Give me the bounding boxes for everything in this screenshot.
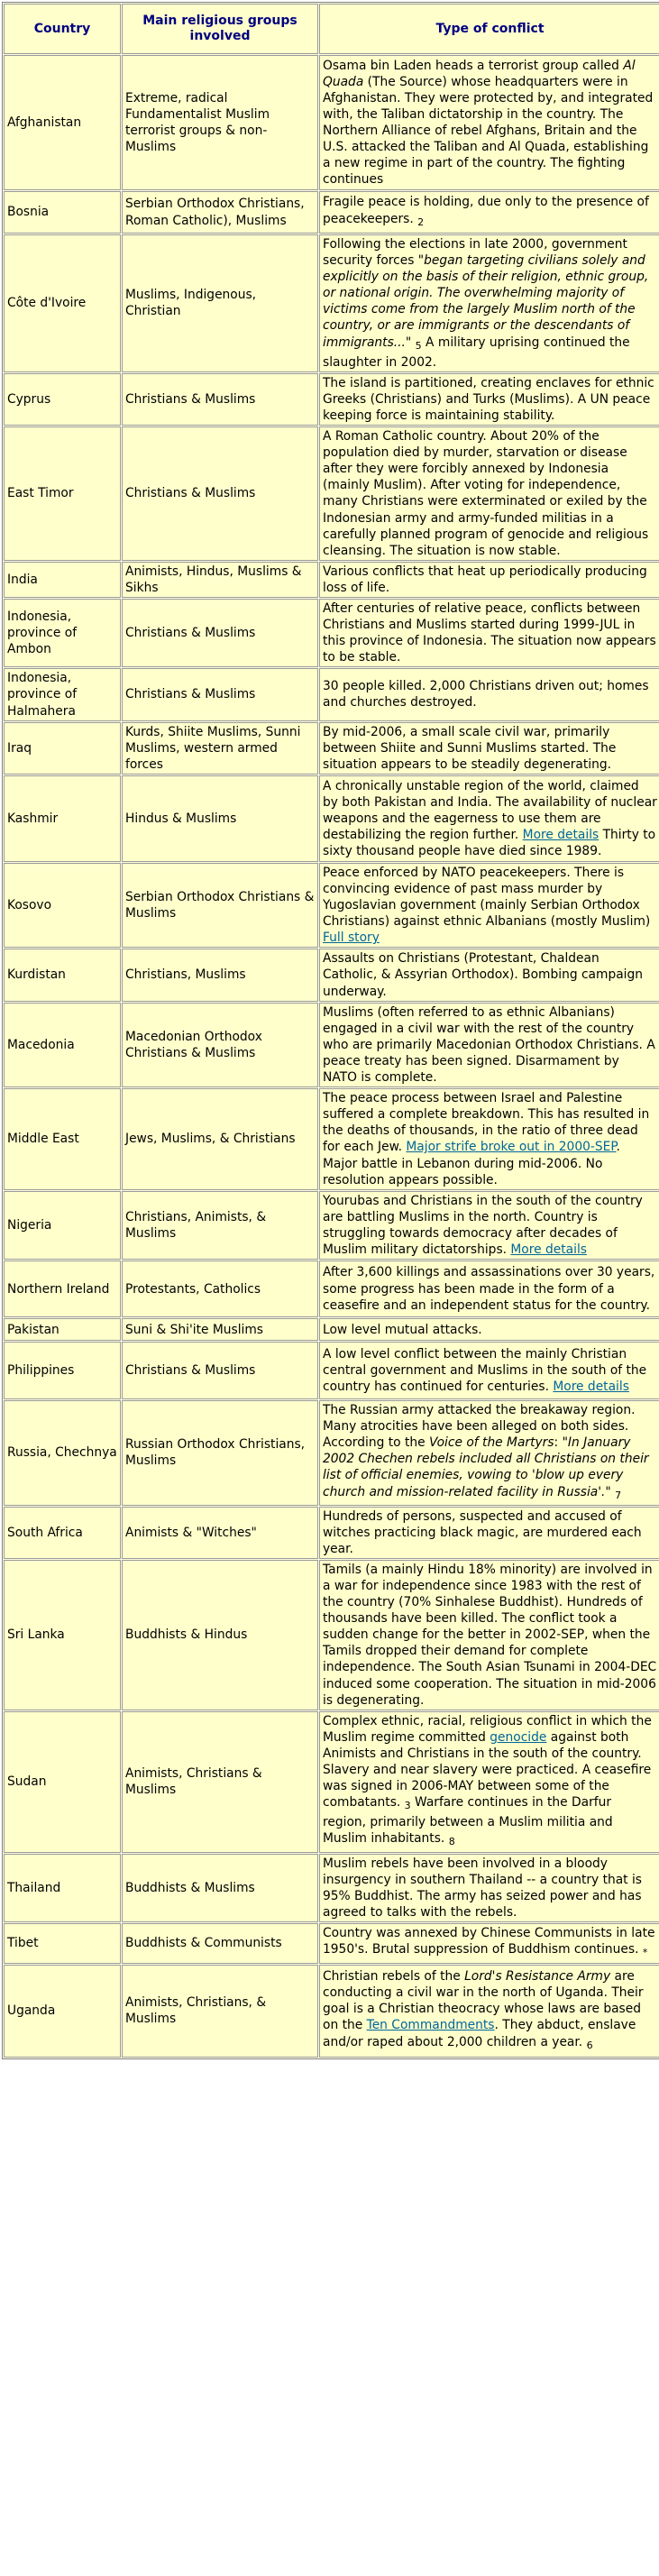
country-cell: Indonesia, province of Ambon <box>4 599 121 667</box>
religious-groups-cell: Buddhists & Hindus <box>122 1560 318 1710</box>
conflict-description-cell <box>319 1965 659 2058</box>
footnote-marker: 3 <box>404 1800 411 1812</box>
religious-groups-cell: Christians & Muslims <box>122 668 318 720</box>
religious-groups-cell: Jews, Muslims, & Christians <box>122 1088 318 1190</box>
country-cell: Tibet <box>4 1923 121 1964</box>
religious-groups-cell: Macedonian Orthodox Christians & Muslims <box>122 1003 318 1087</box>
country-cell: India <box>4 562 121 598</box>
table-row <box>4 1400 659 1506</box>
conflict-text: (The Source) whose headquarters were in Afghanistan. They were protected by, and integrated with, the Taliban dictatorship in the country. The Northern Alliance of rebel Afghans, Britain and the U.S. attacked the Taliban and Al Quada, establishing a new regime in part of the country. The fighting continues <box>323 74 654 188</box>
country-cell: Northern Ireland <box>4 1260 121 1317</box>
conflict-text: Christian rebels of the <box>323 1969 465 1985</box>
conflict-description-cell <box>319 1191 659 1260</box>
conflict-text: By mid-2006, a small scale civil war, primarily between Shiite and Sunni Muslims started. The situation appears to be steadily degenerating. <box>323 724 617 772</box>
conflict-text: A low level conflict between the mainly Christian central government and Muslims in the south of the country has continued for centuries. <box>323 1346 647 1395</box>
table-row <box>4 1260 659 1317</box>
conflict-text: Various conflicts that heat up periodically producing loss of life. <box>323 564 647 595</box>
table-row <box>4 1342 659 1399</box>
religious-groups-cell: Muslims, Indigenous, Christian <box>122 234 318 372</box>
table-row <box>4 426 659 561</box>
conflict-text: : <box>554 1435 563 1451</box>
table-row <box>4 1088 659 1190</box>
quoted-text: Al Quada <box>323 58 636 89</box>
conflict-text: 30 people killed. 2,000 Christians driven out; homes and churches destroyed. <box>323 679 649 710</box>
conflict-description-cell <box>319 373 659 426</box>
religious-groups-cell: Christians & Muslims <box>122 373 318 426</box>
table-row <box>4 55 659 190</box>
quoted-text: Lord's Resistance Army <box>464 1969 611 1985</box>
table-row <box>4 599 659 667</box>
conflict-text: Hundreds of persons, suspected and accused of witches practicing black magic, are murdered each year. <box>323 1508 642 1556</box>
country-cell: Middle East <box>4 1088 121 1190</box>
table-row <box>4 775 659 862</box>
religious-groups-cell: Serbian Orthodox Christians & Muslims <box>122 863 318 948</box>
religious-groups-cell: Kurds, Shiite Muslims, Sunni Muslims, western armed forces <box>122 722 318 775</box>
table-row <box>4 1560 659 1710</box>
country-cell: Côte d'Ivoire <box>4 234 121 372</box>
religious-groups-cell: Animists, Christians & Muslims <box>122 1711 318 1853</box>
conflict-text: Tamils (a mainly Hindu 18% minority) are involved in a war for independence since 1983 with the rest of the country (70% Sinhalese Buddhist). Hundreds of thousands have been killed. The conflict took a sudden change for the better in 2002-SEP, when the Tamils dropped their demand for complete independence. The South Asian Tsunami in 2004-DEC induced some cooperation. The situation in mid-2006 is degenerating. <box>323 1562 657 1708</box>
footnote-marker: 8 <box>448 1836 455 1848</box>
religious-groups-cell: Animists, Christians, & Muslims <box>122 1965 318 2058</box>
detail-link[interactable]: genocide <box>490 1729 547 1745</box>
conflict-text: Low level mutual attacks. <box>323 1322 482 1337</box>
conflict-text: Following the elections in late 2000, government security forces <box>323 237 627 269</box>
quoted-text: "In January 2002 Chechen rebels included all Christians on their list of official enemies, vowing to 'blow up every church and mission-related facility in Russia'." <box>323 1435 649 1499</box>
conflict-description-cell <box>319 722 659 775</box>
footnote-marker: 6 <box>586 2039 593 2051</box>
conflict-description-cell <box>319 1318 659 1341</box>
conflict-text: The Russian army attacked the breakaway region. Many atrocities have been alleged on both sides. According to the <box>323 1403 636 1451</box>
conflict-text: After centuries of relative peace, conflicts between Christians and Muslims started during 1999-JUL in this province of Indonesia. The situation now appears to be stable. <box>323 600 656 665</box>
conflict-text: A chronically unstable region of the world, claimed by both Pakistan and India. The availability of nuclear weapons and the eagerness to use them are destabilizing the region further. <box>323 778 657 842</box>
column-header-country: Country <box>4 4 121 54</box>
conflict-text: Assaults on Christians (Protestant, Chaldean Catholic, & Assyrian Orthodox). Bombing campaign underway. <box>323 951 643 999</box>
conflict-text: . They abduct, enslave and/or raped about 2,000 children a year. <box>323 2018 636 2049</box>
table-row <box>4 1318 659 1341</box>
quoted-text: "began targeting civilians solely and explicitly on the basis of their religion, ethnic group, or national origin. The overwhelming majority of victims come from the largely Muslim north of the country, or are immigrants or the descendants of immigrants..." <box>323 253 649 350</box>
country-cell: Kurdistan <box>4 949 121 1001</box>
country-cell: Nigeria <box>4 1191 121 1260</box>
table-row <box>4 562 659 598</box>
country-cell: Russia, Chechnya <box>4 1400 121 1506</box>
religious-groups-cell: Buddhists & Muslims <box>122 1854 318 1922</box>
table-row <box>4 373 659 426</box>
conflict-text: Country was annexed by Chinese Communists in late 1950's. Brutal suppression of Buddhism continues. <box>323 1926 655 1957</box>
conflict-text: The island is partitioned, creating enclaves for ethnic Greeks (Christians) and Turks (Muslims). A UN peace keeping force is maintaining stability. <box>323 375 654 423</box>
conflict-text: A military uprising continued the slaughter in 2002. <box>323 335 630 370</box>
conflict-description-cell <box>319 1560 659 1710</box>
conflict-text: After 3,600 killings and assassinations over 30 years, some progress has been made in the form of a ceasefire and an independent status for the country. <box>323 1265 655 1313</box>
conflict-text: A Roman Catholic country. About 20% of the population died by murder, starvation or disease after they were forcibly annexed by Indonesia (mainly Muslim). After voting for independence, many Christians were exterminated or exiled by the Indonesian army and army-funded militias in a carefully planned program of genocide and religious cleansing. The situation is now stable. <box>323 429 649 558</box>
conflict-description-cell <box>319 1088 659 1190</box>
conflict-text: Complex ethnic, racial, religious conflict in which the Muslim regime committed <box>323 1713 652 1745</box>
table-row <box>4 1003 659 1087</box>
country-cell: Pakistan <box>4 1318 121 1341</box>
conflict-description-cell <box>319 775 659 862</box>
conflict-description-cell <box>319 191 659 234</box>
country-cell: Kosovo <box>4 863 121 948</box>
conflict-text: Thirty to sixty thousand people have died since 1989. <box>323 827 656 859</box>
conflict-description-cell <box>319 1260 659 1317</box>
table-row <box>4 1854 659 1922</box>
conflict-text: Fragile peace is holding, due only to the presence of peacekeepers. <box>323 195 649 226</box>
table-row <box>4 668 659 720</box>
conflict-description-cell <box>319 1003 659 1087</box>
conflict-description-cell <box>319 55 659 190</box>
country-cell: Thailand <box>4 1854 121 1922</box>
table-row <box>4 1923 659 1964</box>
conflict-text: are conducting a civil war in the north of Uganda. Their goal is a Christian theocracy whose laws are based on the <box>323 1969 644 2033</box>
detail-link[interactable]: Major strife broke out in 2000-SEP <box>406 1140 617 1155</box>
table-row <box>4 234 659 372</box>
conflict-description-cell <box>319 1400 659 1506</box>
country-cell: Bosnia <box>4 191 121 234</box>
detail-link[interactable]: More details <box>510 1242 587 1257</box>
table-row <box>4 1965 659 2058</box>
conflict-description-cell <box>319 949 659 1001</box>
conflict-description-cell <box>319 1507 659 1559</box>
column-header-conflict-type: Type of conflict <box>319 4 659 54</box>
table-row <box>4 949 659 1001</box>
conflict-text: Yourubas and Christians in the south of the country are battling Muslims in the north. Country is struggling towards democracy after decades of Muslim military dictatorships. <box>323 1193 643 1257</box>
detail-link[interactable]: Ten Commandments <box>366 2018 495 2033</box>
conflict-text: Muslims (often referred to as ethnic Albanians) engaged in a civil war with the rest of the country who are primarily Macedonian Orthodox Christians. A peace treaty has been signed. Disarmament by NATO is complete. <box>323 1004 655 1086</box>
quoted-text: Voice of the Martyrs <box>428 1435 554 1451</box>
country-cell: Macedonia <box>4 1003 121 1087</box>
conflict-text: Peace enforced by NATO peacekeepers. There is convincing evidence of past mass murder by Yugoslavian government (mainly Serbian Orthodox Christians) against ethnic Albanians (mostly Muslim) <box>323 865 651 930</box>
conflict-description-cell <box>319 863 659 948</box>
country-cell: Indonesia, province of Halmahera <box>4 668 121 720</box>
conflict-description-cell <box>319 668 659 720</box>
table-row <box>4 863 659 948</box>
religious-groups-cell: Christians & Muslims <box>122 1342 318 1399</box>
conflict-text: Warfare continues in the Darfur region, primarily between a Muslim militia and Muslim inhabitants. <box>323 1795 613 1847</box>
country-cell: Kashmir <box>4 775 121 862</box>
conflict-description-cell <box>319 599 659 667</box>
religious-groups-cell: Christians & Muslims <box>122 426 318 561</box>
conflict-text: . Major battle in Lebanon during mid-2006. No resolution appears possible. <box>323 1140 620 1187</box>
religious-groups-cell: Buddhists & Communists <box>122 1923 318 1964</box>
conflicts-table <box>2 2 659 2059</box>
conflict-description-cell <box>319 1854 659 1922</box>
table-row <box>4 1507 659 1559</box>
conflict-description-cell <box>319 1342 659 1399</box>
country-cell: Sri Lanka <box>4 1560 121 1710</box>
conflict-description-cell <box>319 234 659 372</box>
religious-groups-cell: Extreme, radical Fundamentalist Muslim terrorist groups & non-Muslims <box>122 55 318 190</box>
country-cell: Philippines <box>4 1342 121 1399</box>
footnote-marker: * <box>642 1947 648 1959</box>
country-cell: Afghanistan <box>4 55 121 190</box>
religious-groups-cell: Christians, Animists, & Muslims <box>122 1191 318 1260</box>
conflict-text: Muslim rebels have been involved in a bloody insurgency in southern Thailand -- a country that is 95% Buddhist. The army has seized power and has agreed to talks with the rebels. <box>323 1856 642 1920</box>
conflict-text: Osama bin Laden heads a terrorist group called <box>323 58 624 73</box>
country-cell: Iraq <box>4 722 121 775</box>
country-cell: Uganda <box>4 1965 121 2058</box>
table-row <box>4 1191 659 1260</box>
conflict-text: The peace process between Israel and Palestine suffered a complete breakdown. This has resulted in the deaths of thousands, in the ratio of three dead for each Jew. <box>323 1091 650 1155</box>
conflict-description-cell <box>319 1711 659 1853</box>
header-row <box>4 4 659 54</box>
religious-groups-cell: Serbian Orthodox Christians, Roman Catholic), Muslims <box>122 191 318 234</box>
country-cell: Sudan <box>4 1711 121 1853</box>
religious-groups-cell: Christians & Muslims <box>122 599 318 667</box>
footnote-marker: 2 <box>417 215 425 228</box>
column-header-religious-groups: Main religious groups involved <box>122 4 318 54</box>
religious-groups-cell: Hindus & Muslims <box>122 775 318 862</box>
detail-link[interactable]: Full story <box>323 930 380 946</box>
detail-link[interactable]: More details <box>522 827 600 842</box>
detail-link[interactable]: More details <box>553 1380 629 1395</box>
religious-groups-cell: Christians, Muslims <box>122 949 318 1001</box>
conflict-text: against both Animists and Christians in the south of the country. Slavery and near slavery were practiced. A ceasefire was signed in 2006-MAY between some of the combatants. <box>323 1729 652 1811</box>
religious-groups-cell: Suni & Shi'ite Muslims <box>122 1318 318 1341</box>
conflict-description-cell <box>319 1923 659 1964</box>
table-row <box>4 191 659 234</box>
footnote-marker: 7 <box>615 1489 622 1501</box>
religious-groups-cell: Protestants, Catholics <box>122 1260 318 1317</box>
conflict-description-cell <box>319 562 659 598</box>
religious-groups-cell: Animists, Hindus, Muslims & Sikhs <box>122 562 318 598</box>
country-cell: South Africa <box>4 1507 121 1559</box>
country-cell: East Timor <box>4 426 121 561</box>
religious-groups-cell: Animists & "Witches" <box>122 1507 318 1559</box>
conflict-description-cell <box>319 426 659 561</box>
table-row <box>4 1711 659 1853</box>
footnote-marker: 5 <box>415 339 422 352</box>
country-cell: Cyprus <box>4 373 121 426</box>
religious-groups-cell: Russian Orthodox Christians, Muslims <box>122 1400 318 1506</box>
table-row <box>4 722 659 775</box>
